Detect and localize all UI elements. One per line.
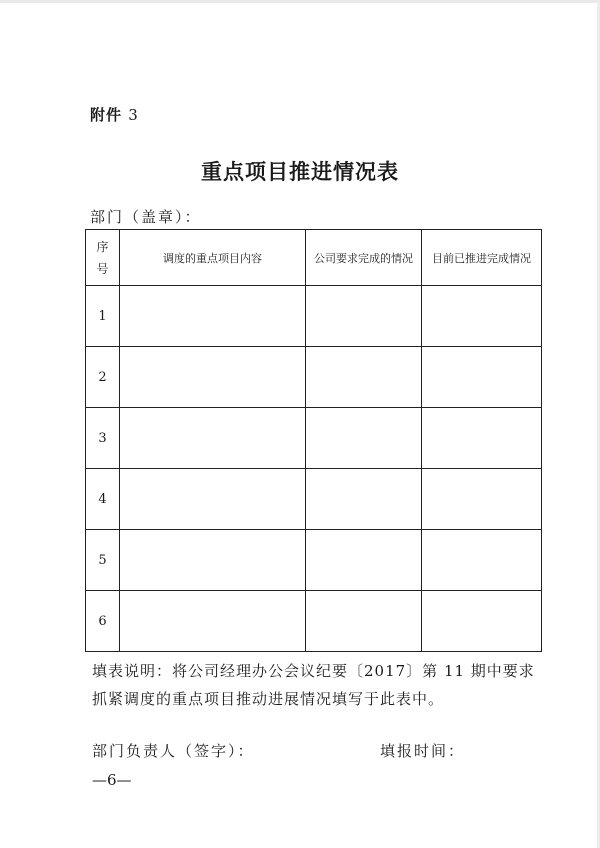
cell-current-progress[interactable]: [422, 347, 542, 408]
page-number: —6—: [92, 771, 132, 789]
row-seq: 1: [86, 286, 120, 347]
cell-current-progress[interactable]: [422, 286, 542, 347]
row-seq: 5: [86, 530, 120, 591]
cell-company-requirement[interactable]: [306, 469, 422, 530]
cell-project-content[interactable]: [120, 286, 306, 347]
attachment-prefix: 附件: [90, 106, 123, 124]
header-seq-line1: 序: [96, 239, 109, 254]
cell-company-requirement[interactable]: [306, 408, 422, 469]
table-row: [86, 286, 542, 347]
header-seq-line2: 号: [96, 261, 109, 276]
document-title: 重点项目推进情况表: [201, 160, 399, 184]
signer-label: 部门负责人（签字）：: [92, 742, 255, 760]
row-seq: 3: [86, 408, 120, 469]
scan-edge-top: [0, 0, 600, 3]
row-seq: 6: [86, 591, 120, 652]
cell-current-progress[interactable]: [422, 530, 542, 591]
row-seq: 4: [86, 469, 120, 530]
table-row: [86, 530, 542, 591]
cell-current-progress[interactable]: [422, 469, 542, 530]
header-company-requirement: 公司要求完成的情况: [306, 230, 422, 286]
cell-company-requirement[interactable]: [306, 286, 422, 347]
cell-current-progress[interactable]: [422, 408, 542, 469]
header-project-content: 调度的重点项目内容: [120, 230, 306, 286]
attachment-number: 3: [128, 106, 139, 124]
cell-project-content[interactable]: [120, 347, 306, 408]
table-header-row: [86, 230, 542, 286]
table-row: [86, 347, 542, 408]
header-seq: [86, 230, 120, 286]
cell-project-content[interactable]: [120, 591, 306, 652]
cell-company-requirement[interactable]: [306, 347, 422, 408]
row-seq: 2: [86, 347, 120, 408]
table-row: [86, 591, 542, 652]
cell-project-content[interactable]: [120, 469, 306, 530]
department-stamp-line: 部门（盖章）：: [90, 208, 202, 226]
header-current-progress: 目前已推进完成情况: [422, 230, 542, 286]
attachment-label: [90, 104, 139, 125]
cell-current-progress[interactable]: [422, 591, 542, 652]
cell-company-requirement[interactable]: [306, 530, 422, 591]
table-row: [86, 408, 542, 469]
fill-instructions: 填表说明：将公司经理办公会议纪要〔2017〕第 11 期中要求抓紧调度的重点项目推动进展情况填写于此表中。: [92, 662, 535, 708]
table-row: [86, 469, 542, 530]
fill-date-label: 填报时间：: [380, 742, 466, 760]
cell-company-requirement[interactable]: [306, 591, 422, 652]
cell-project-content[interactable]: [120, 530, 306, 591]
cell-project-content[interactable]: [120, 408, 306, 469]
project-progress-table: [85, 229, 542, 652]
